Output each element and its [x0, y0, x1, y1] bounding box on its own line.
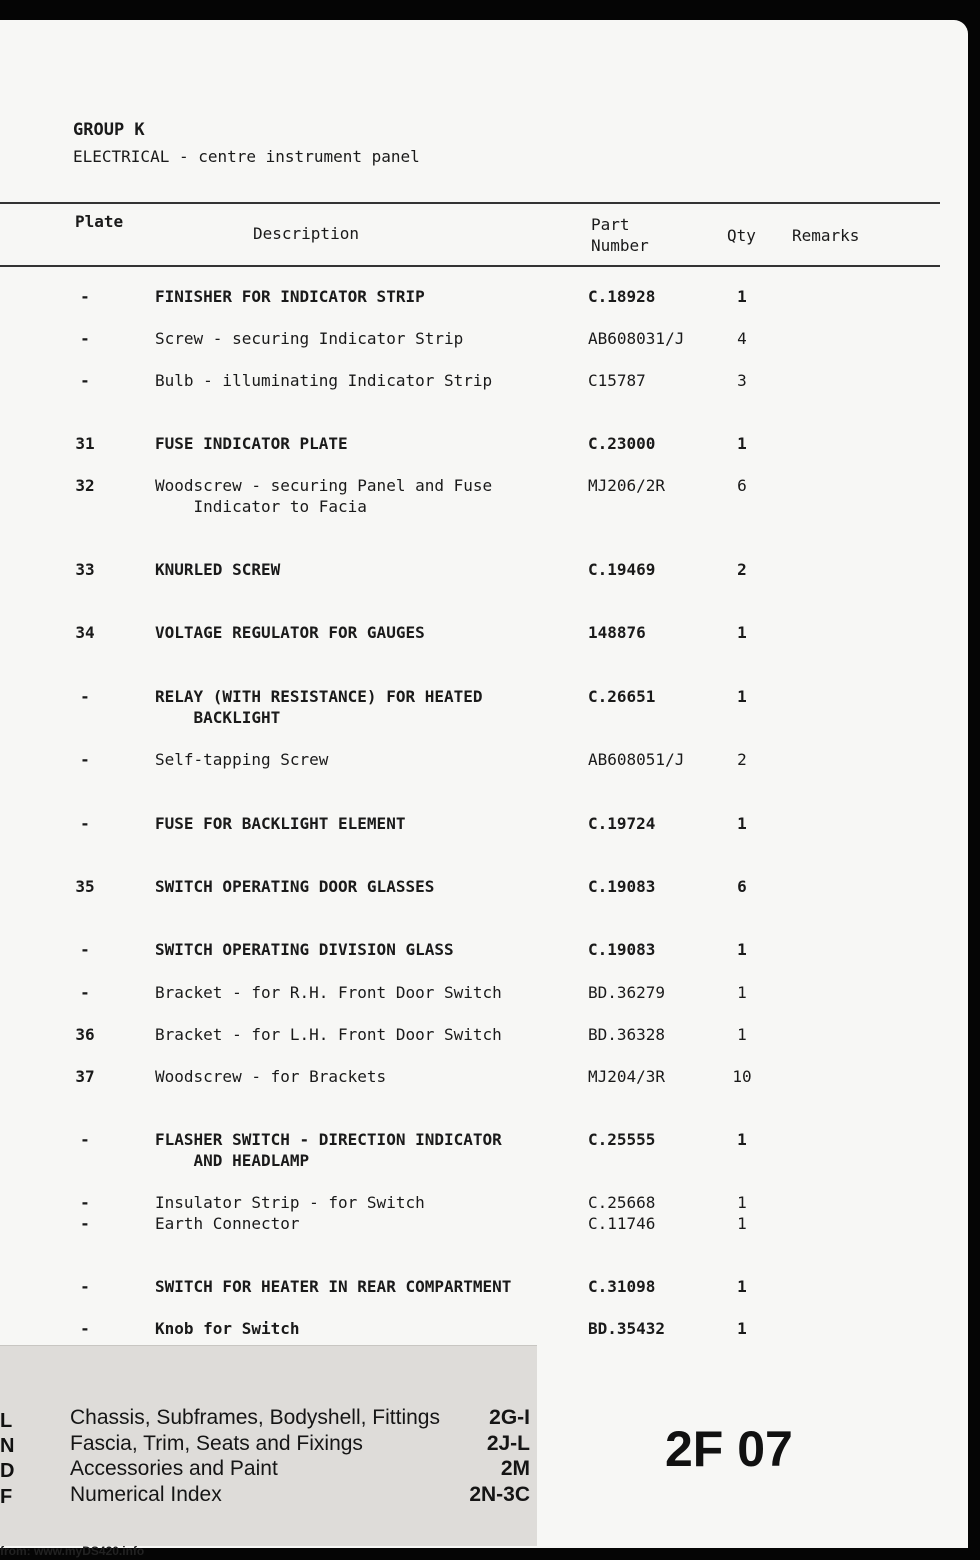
- description-cell: Earth Connector: [155, 1214, 300, 1233]
- edge-tab-letter: F: [0, 1486, 13, 1508]
- part-number-cell: C.19724: [588, 814, 656, 833]
- part-number-cell: AB608031/J: [588, 329, 685, 348]
- col-header-qty: Qty: [727, 226, 756, 245]
- plate-cell: -: [80, 329, 90, 348]
- header-bottom-rule: [0, 265, 940, 267]
- col-header-part-line1: Part: [591, 215, 630, 234]
- part-number-cell: C.26651: [588, 687, 656, 706]
- part-number-cell: MJ206/2R: [588, 476, 666, 495]
- description-cell: RELAY (WITH RESISTANCE) FOR HEATED BACKLIGHT: [155, 687, 483, 727]
- source-watermark: from: www.myDS420.info: [0, 1544, 145, 1558]
- edge-tab-letter: D: [0, 1460, 15, 1482]
- part-number-cell: C.25555: [588, 1130, 656, 1149]
- qty-cell: 2: [737, 560, 747, 579]
- description-cell: Bracket - for R.H. Front Door Switch: [155, 983, 502, 1002]
- part-number-cell: C.19083: [588, 940, 656, 959]
- part-number-cell: C.19469: [588, 560, 656, 579]
- header-top-rule: [0, 202, 940, 204]
- qty-cell: 1: [737, 623, 747, 642]
- plate-cell: -: [80, 1214, 90, 1233]
- plate-cell: -: [80, 287, 90, 306]
- description-cell: Knob for Switch: [155, 1319, 300, 1338]
- plate-cell: 31: [75, 434, 95, 453]
- plate-cell: -: [80, 1130, 90, 1149]
- qty-cell: 1: [737, 1277, 747, 1296]
- index-item-name: Chassis, Subframes, Bodyshell, Fittings: [70, 1406, 440, 1429]
- part-number-cell: AB608051/J: [588, 750, 685, 769]
- edge-tab-letter: L: [0, 1410, 13, 1432]
- part-number-cell: 148876: [588, 623, 646, 642]
- parts-list-page: [0, 20, 968, 1548]
- group-subtitle: ELECTRICAL - centre instrument panel: [73, 147, 420, 166]
- col-header-plate: Plate: [75, 212, 124, 231]
- index-item-name: Accessories and Paint: [70, 1457, 278, 1480]
- plate-cell: -: [80, 1319, 90, 1338]
- plate-cell: -: [80, 371, 90, 390]
- description-cell: SWITCH OPERATING DIVISION GLASS: [155, 940, 454, 959]
- description-cell: VOLTAGE REGULATOR FOR GAUGES: [155, 623, 425, 642]
- qty-cell: 4: [737, 329, 747, 348]
- qty-cell: 1: [737, 1214, 747, 1233]
- section-index-panel: [0, 1345, 537, 1546]
- qty-cell: 1: [737, 940, 747, 959]
- index-item-name: Numerical Index: [70, 1483, 222, 1506]
- plate-cell: 37: [75, 1067, 95, 1086]
- qty-cell: 1: [737, 434, 747, 453]
- qty-cell: 3: [737, 371, 747, 390]
- plate-cell: -: [80, 1193, 90, 1212]
- edge-tab-letter: N: [0, 1435, 15, 1457]
- part-number-cell: C15787: [588, 371, 646, 390]
- plate-cell: 36: [75, 1025, 95, 1044]
- index-item-name: Fascia, Trim, Seats and Fixings: [70, 1432, 363, 1455]
- qty-cell: 1: [737, 1025, 747, 1044]
- qty-cell: 2: [737, 750, 747, 769]
- qty-cell: 6: [737, 877, 747, 896]
- group-title: GROUP K: [73, 120, 145, 140]
- page-code: 2F 07: [665, 1421, 793, 1477]
- description-cell: FINISHER FOR INDICATOR STRIP: [155, 287, 425, 306]
- plate-cell: 33: [75, 560, 95, 579]
- description-cell: Screw - securing Indicator Strip: [155, 329, 464, 348]
- part-number-cell: BD.35432: [588, 1319, 666, 1338]
- plate-cell: -: [80, 687, 90, 706]
- description-cell: FUSE FOR BACKLIGHT ELEMENT: [155, 814, 406, 833]
- part-number-cell: C.11746: [588, 1214, 656, 1233]
- description-cell: Insulator Strip - for Switch: [155, 1193, 425, 1212]
- description-cell: FLASHER SWITCH - DIRECTION INDICATOR AND HEADLAMP: [155, 1130, 502, 1170]
- qty-cell: 1: [737, 814, 747, 833]
- part-number-cell: C.25668: [588, 1193, 656, 1212]
- qty-cell: 1: [737, 983, 747, 1002]
- part-number-cell: C.19083: [588, 877, 656, 896]
- description-cell: Woodscrew - for Brackets: [155, 1067, 387, 1086]
- description-cell: Woodscrew - securing Panel and Fuse Indicator to Facia: [155, 476, 493, 516]
- description-cell: KNURLED SCREW: [155, 560, 281, 579]
- part-number-cell: C.23000: [588, 434, 656, 453]
- part-number-cell: BD.36328: [588, 1025, 666, 1044]
- index-item-code: 2J-L: [486, 1432, 530, 1455]
- col-header-description: Description: [253, 224, 359, 243]
- plate-cell: -: [80, 814, 90, 833]
- plate-cell: 34: [75, 623, 95, 642]
- qty-cell: 10: [732, 1067, 752, 1086]
- qty-cell: 1: [737, 1193, 747, 1212]
- index-item-code: 2M: [500, 1457, 530, 1480]
- part-number-cell: MJ204/3R: [588, 1067, 666, 1086]
- plate-cell: -: [80, 750, 90, 769]
- qty-cell: 6: [737, 476, 747, 495]
- col-header-part-line2: Number: [591, 236, 649, 255]
- part-number-cell: C.31098: [588, 1277, 656, 1296]
- qty-cell: 1: [737, 1319, 747, 1338]
- plate-cell: -: [80, 983, 90, 1002]
- qty-cell: 1: [737, 287, 747, 306]
- part-number-cell: BD.36279: [588, 983, 666, 1002]
- index-item-code: 2N-3C: [469, 1483, 530, 1506]
- description-cell: SWITCH FOR HEATER IN REAR COMPARTMENT: [155, 1277, 512, 1296]
- plate-cell: 35: [75, 877, 95, 896]
- part-number-cell: C.18928: [588, 287, 656, 306]
- plate-cell: 32: [75, 476, 95, 495]
- qty-cell: 1: [737, 687, 747, 706]
- description-cell: Bulb - illuminating Indicator Strip: [155, 371, 493, 390]
- plate-cell: -: [80, 940, 90, 959]
- description-cell: Self-tapping Screw: [155, 750, 329, 769]
- description-cell: Bracket - for L.H. Front Door Switch: [155, 1025, 502, 1044]
- col-header-remarks: Remarks: [792, 226, 860, 245]
- description-cell: FUSE INDICATOR PLATE: [155, 434, 348, 453]
- description-cell: SWITCH OPERATING DOOR GLASSES: [155, 877, 435, 896]
- index-item-code: 2G-I: [489, 1406, 530, 1429]
- qty-cell: 1: [737, 1130, 747, 1149]
- plate-cell: -: [80, 1277, 90, 1296]
